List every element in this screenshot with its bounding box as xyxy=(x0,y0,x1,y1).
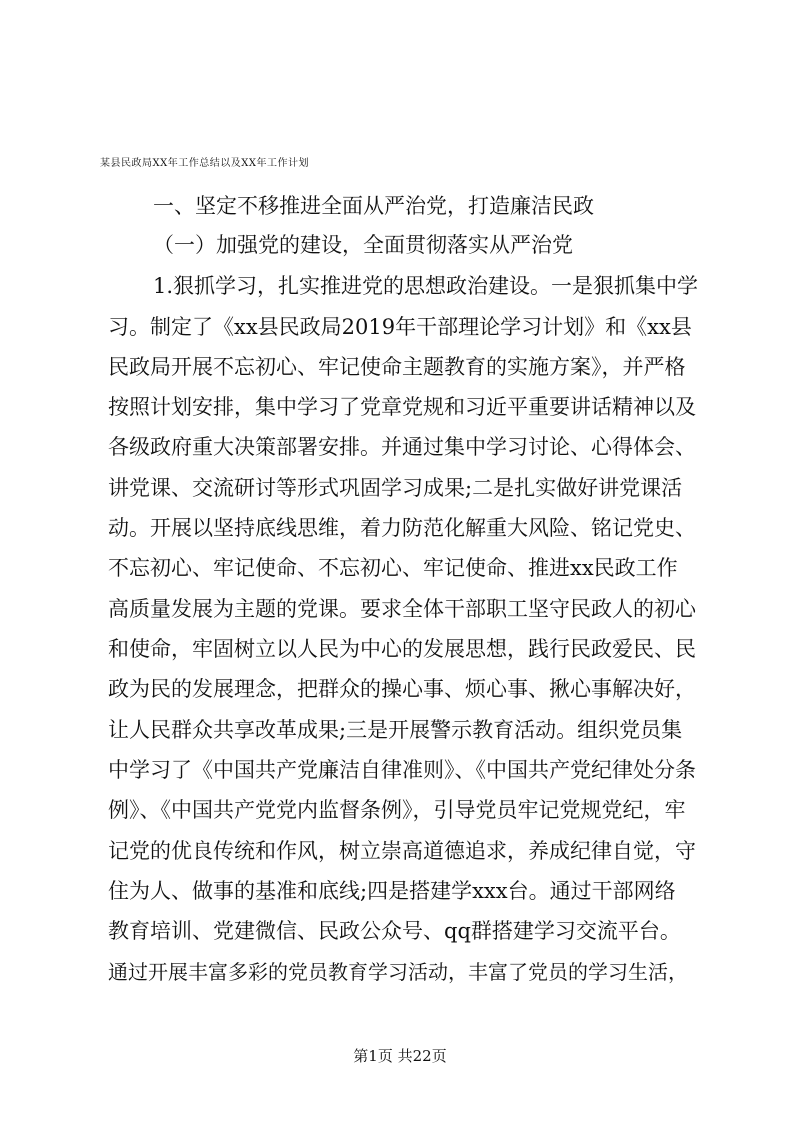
paragraph-line: 让人民群众共享改革成果;三是开展警示教育活动。组织党员集 xyxy=(108,718,683,742)
paragraph-line: 住为人、做事的基准和底线;四是搭建学xxx台。通过干部网络 xyxy=(108,879,676,903)
subsection-heading: （一）加强党的建设，全面贯彻落实从严治党 xyxy=(153,233,573,257)
paragraph-line: 不忘初心、牢记使命、不忘初心、牢记使命、推进xx民政工作 xyxy=(108,556,678,580)
paragraph-line: 按照计划安排，集中学习了党章党规和习近平重要讲话精神以及 xyxy=(108,395,696,419)
paragraph-line: 记党的优良传统和作风，树立崇高道德追求，养成纪律自觉，守 xyxy=(108,839,696,863)
document-title: 某县民政局XX年工作总结以及XX年工作计划 xyxy=(100,158,309,169)
paragraph-line: 1.狠抓学习，扎实推进党的思想政治建设。一是狠抓集中学 xyxy=(153,274,699,298)
page-number-footer: 第1页 共22页 xyxy=(353,1047,447,1065)
paragraph-line: 动。开展以坚持底线思维，着力防范化解重大风险、铭记党史、 xyxy=(108,516,696,540)
paragraph-line: 民政局开展不忘初心、牢记使命主题教育的实施方案》，并严格 xyxy=(108,355,686,379)
paragraph-line: 中学习了《中国共产党廉洁自律准则》、《中国共产党纪律处分条 xyxy=(108,758,696,782)
paragraph-line: 例》、《中国共产党党内监督条例》，引导党员牢记党规党纪，牢 xyxy=(108,798,686,822)
paragraph-line: 政为民的发展理念，把群众的操心事、烦心事、揪心事解决好， xyxy=(108,677,696,701)
paragraph-line: 习。制定了《xx县民政局2019年干部理论学习计划》和《xx县 xyxy=(108,315,692,339)
paragraph-line: 讲党课、交流研讨等形式巩固学习成果;二是扎实做好讲党课活 xyxy=(108,476,683,500)
paragraph-line: 高质量发展为主题的党课。要求全体干部职工坚守民政人的初心 xyxy=(108,597,696,621)
paragraph-line: 通过开展丰富多彩的党员教育学习活动，丰富了党员的学习生活， xyxy=(108,960,688,984)
paragraph-line: 各级政府重大决策部署安排。并通过集中学习讨论、心得体会、 xyxy=(108,435,696,459)
paragraph-line: 教育培训、党建微信、民政公众号、qq群搭建学习交流平台。 xyxy=(108,919,681,943)
section-heading: 一、坚定不移推进全面从严治党，打造廉洁民政 xyxy=(153,194,594,218)
paragraph-line: 和使命，牢固树立以人民为中心的发展思想，践行民政爱民、民 xyxy=(108,637,696,661)
